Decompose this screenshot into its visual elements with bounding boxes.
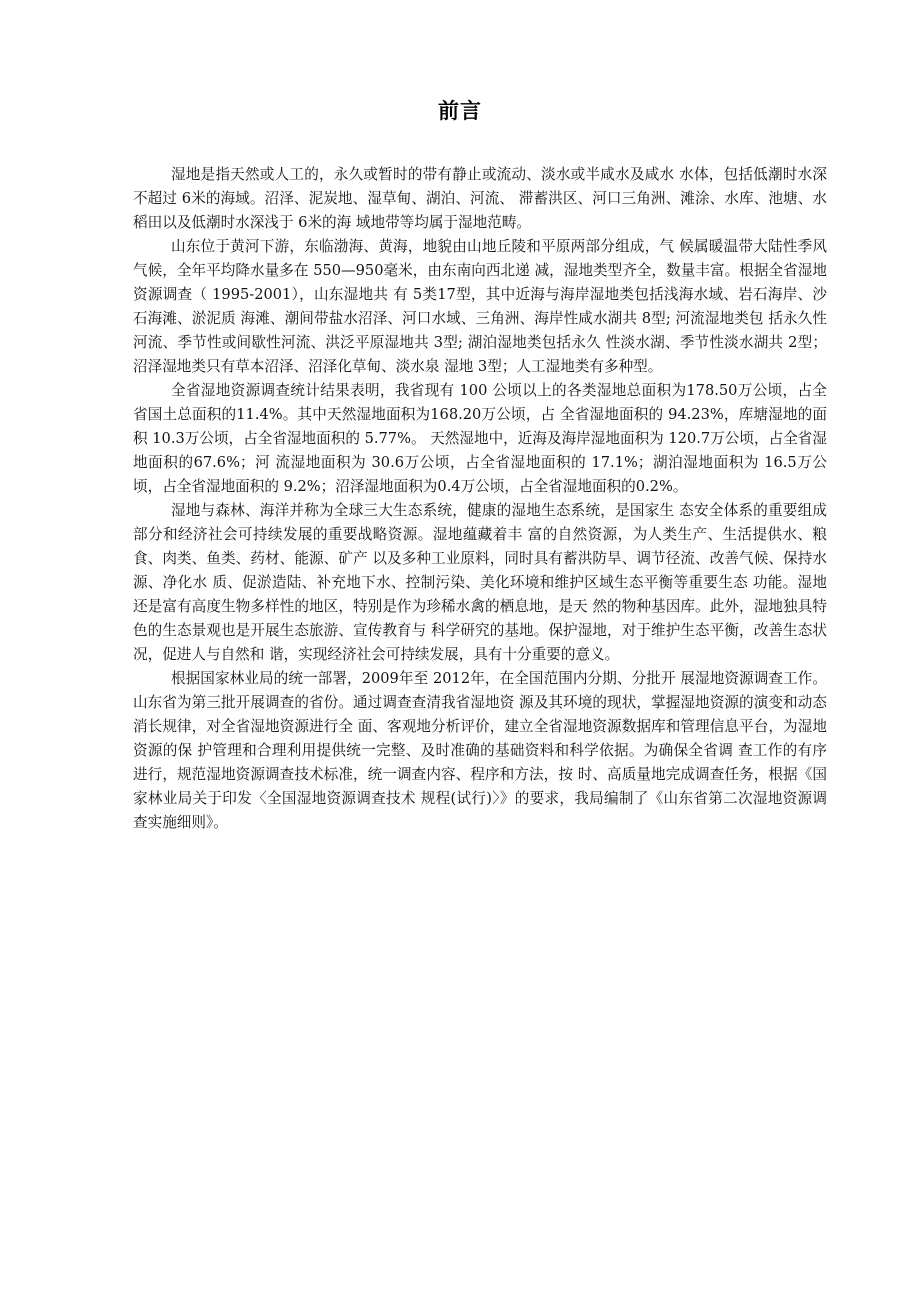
page-title: 前言 [438,99,482,123]
paragraph-shandong-overview: 山东位于黄河下游，东临渤海、黄海，地貌由山地丘陵和平原两部分组成，气 候属暖温带大陆性季风气候，全年平均降水量多在 550—950毫米，由东南向西北递 减，湿地类型齐全，数量丰富。根据全省湿地资源调查（ 1995-2001），山东湿地共 有 5类17型，其中近海与海岸湿地类包括浅海水域、岩石海岸、沙石海滩、淤泥质 海滩、潮间带盐水沼泽、河口水域、三角洲、海岸性咸水湖共 8型; 河流湿地类包 括永久性河流、季节性或间歇性河流、洪泛平原湿地共 3型; 湖泊湿地类包括永久 性淡水湖、季节性淡水湖共 2型；沼泽湿地类只有草本沼泽、沼泽化草甸、淡水泉 湿地 3型；人工湿地类有多种型。 [133,238,827,375]
document-body [133,163,827,835]
paragraph-survey-background: 根据国家林业局的统一部署，2009年至 2012年，在全国范围内分期、分批开 展湿地资源调查工作。山东省为第三批开展调查的省份。通过调查查清我省湿地资 源及其环境的现状，掌握湿地资源的演变和动态消长规律，对全省湿地资源进行全 面、客观地分析评价，建立全省湿地资源数据库和管理信息平台，为湿地资源的保 护管理和合理利用提供统一完整、及时准确的基础资料和科学依据。为确保全省调 查工作的有序进行，规范湿地资源调查技术标准，统一调查内容、程序和方法，按 时、高质量地完成调查任务，根据《国家林业局关于印发〈全国湿地资源调查技术 规程(试行)〉》的要求，我局编制了《山东省第二次湿地资源调查实施细则》。 [133,670,827,831]
paragraph-wetland-definition: 湿地是指天然或人工的，永久或暂时的带有静止或流动、淡水或半咸水及咸水 水体，包括低潮时水深不超过 6米的海域。沼泽、泥炭地、湿草甸、湖泊、河流、 滞蓄洪区、河口三角洲、滩涂、水库、池塘、水稻田以及低潮时水深浅于 6米的海 域地带等均属于湿地范畴。 [133,166,827,231]
paragraph-survey-statistics: 全省湿地资源调查统计结果表明，我省现有 100 公顷以上的各类湿地总面积为178.50万公顷，占全省国土总面积的11.4%。其中天然湿地面积为168.20万公顷，占 全省湿地面积的 94.23%，库塘湿地的面积 10.3万公顷，占全省湿地面积的 5.77%。 天然湿地中，近海及海岸湿地面积为 120.7万公顷，占全省湿地面积的67.6%；河 流湿地面积为 30.6万公顷，占全省湿地面积的 17.1%；湖泊湿地面积为 16.5万公 顷，占全省湿地面积的 9.2%；沼泽湿地面积为0.4万公顷，占全省湿地面积的0.2%。 [133,382,827,495]
paragraph-wetland-importance: 湿地与森林、海洋并称为全球三大生态系统，健康的湿地生态系统，是国家生 态安全体系的重要组成部分和经济社会可持续发展的重要战略资源。湿地蕴藏着丰 富的自然资源，为人类生产、生活提供水、粮食、肉类、鱼类、药材、能源、矿产 以及多种工业原料，同时具有蓄洪防旱、调节径流、改善气候、保持水源、净化水 质、促淤造陆、补充地下水、控制污染、美化环境和维护区域生态平衡等重要生态 功能。湿地还是富有高度生物多样性的地区，特别是作为珍稀水禽的栖息地，是天 然的物种基因库。此外，湿地独具特色的生态景观也是开展生态旅游、宣传教育与 科学研究的基地。保护湿地，对于维护生态平衡，改善生态状况，促进人与自然和 谐，实现经济社会可持续发展，具有十分重要的意义。 [133,502,827,663]
